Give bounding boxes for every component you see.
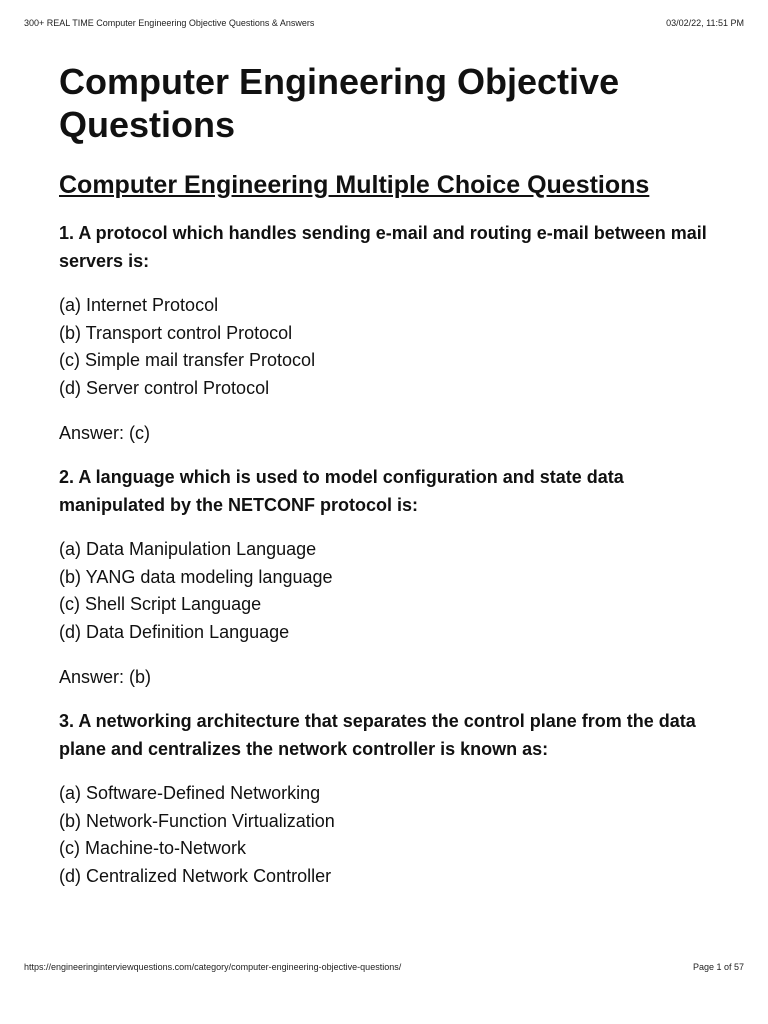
print-page-title: 300+ REAL TIME Computer Engineering Objective Questions & Answers	[24, 18, 315, 28]
answer-1: Answer: (c)	[59, 423, 151, 443]
question-1: 1. A protocol which handles sending e-mail and routing e-mail between mail servers is:	[59, 223, 707, 271]
option-1c: (c) Simple mail transfer Protocol	[59, 350, 316, 370]
option-2c: (c) Shell Script Language	[59, 594, 262, 614]
question-3: 3. A networking architecture that separates the control plane from the data plane and centralizes the network controller is known as:	[59, 711, 696, 759]
answer-2: Answer: (b)	[59, 667, 152, 687]
option-1b: (b) Transport control Protocol	[59, 322, 293, 343]
option-3a: (a) Software-Defined Networking	[59, 783, 321, 803]
print-datetime: 03/02/22, 11:51 PM	[666, 18, 744, 28]
print-header	[24, 18, 744, 28]
option-1d: (d) Server control Protocol	[59, 377, 270, 398]
option-3b: (b) Network-Function Virtualization	[59, 810, 335, 831]
option-3c: (c) Machine-to-Network	[59, 838, 247, 858]
option-2b: (b) YANG data modeling language	[59, 566, 333, 587]
section-heading[interactable]: Computer Engineering Multiple Choice Questions	[59, 171, 650, 199]
options-list-1	[59, 292, 719, 402]
option-2d: (d) Data Definition Language	[59, 621, 290, 642]
options-list-2	[59, 536, 719, 646]
option-2a: (a) Data Manipulation Language	[59, 539, 317, 559]
option-1a: (a) Internet Protocol	[59, 295, 219, 315]
document-content	[59, 60, 719, 890]
page-title: Computer Engineering Objective Questions	[59, 61, 620, 145]
question-2: 2. A language which is used to model configuration and state data manipulated by the NETCONF protocol is:	[59, 467, 624, 515]
page-number: Page 1 of 57	[692, 962, 744, 972]
print-url: https://engineeringinterviewquestions.com/category/computer-engineering-objective-questions/	[24, 962, 402, 972]
options-list-3	[59, 780, 719, 890]
option-3d: (d) Centralized Network Controller	[59, 865, 332, 886]
print-footer	[24, 962, 744, 972]
